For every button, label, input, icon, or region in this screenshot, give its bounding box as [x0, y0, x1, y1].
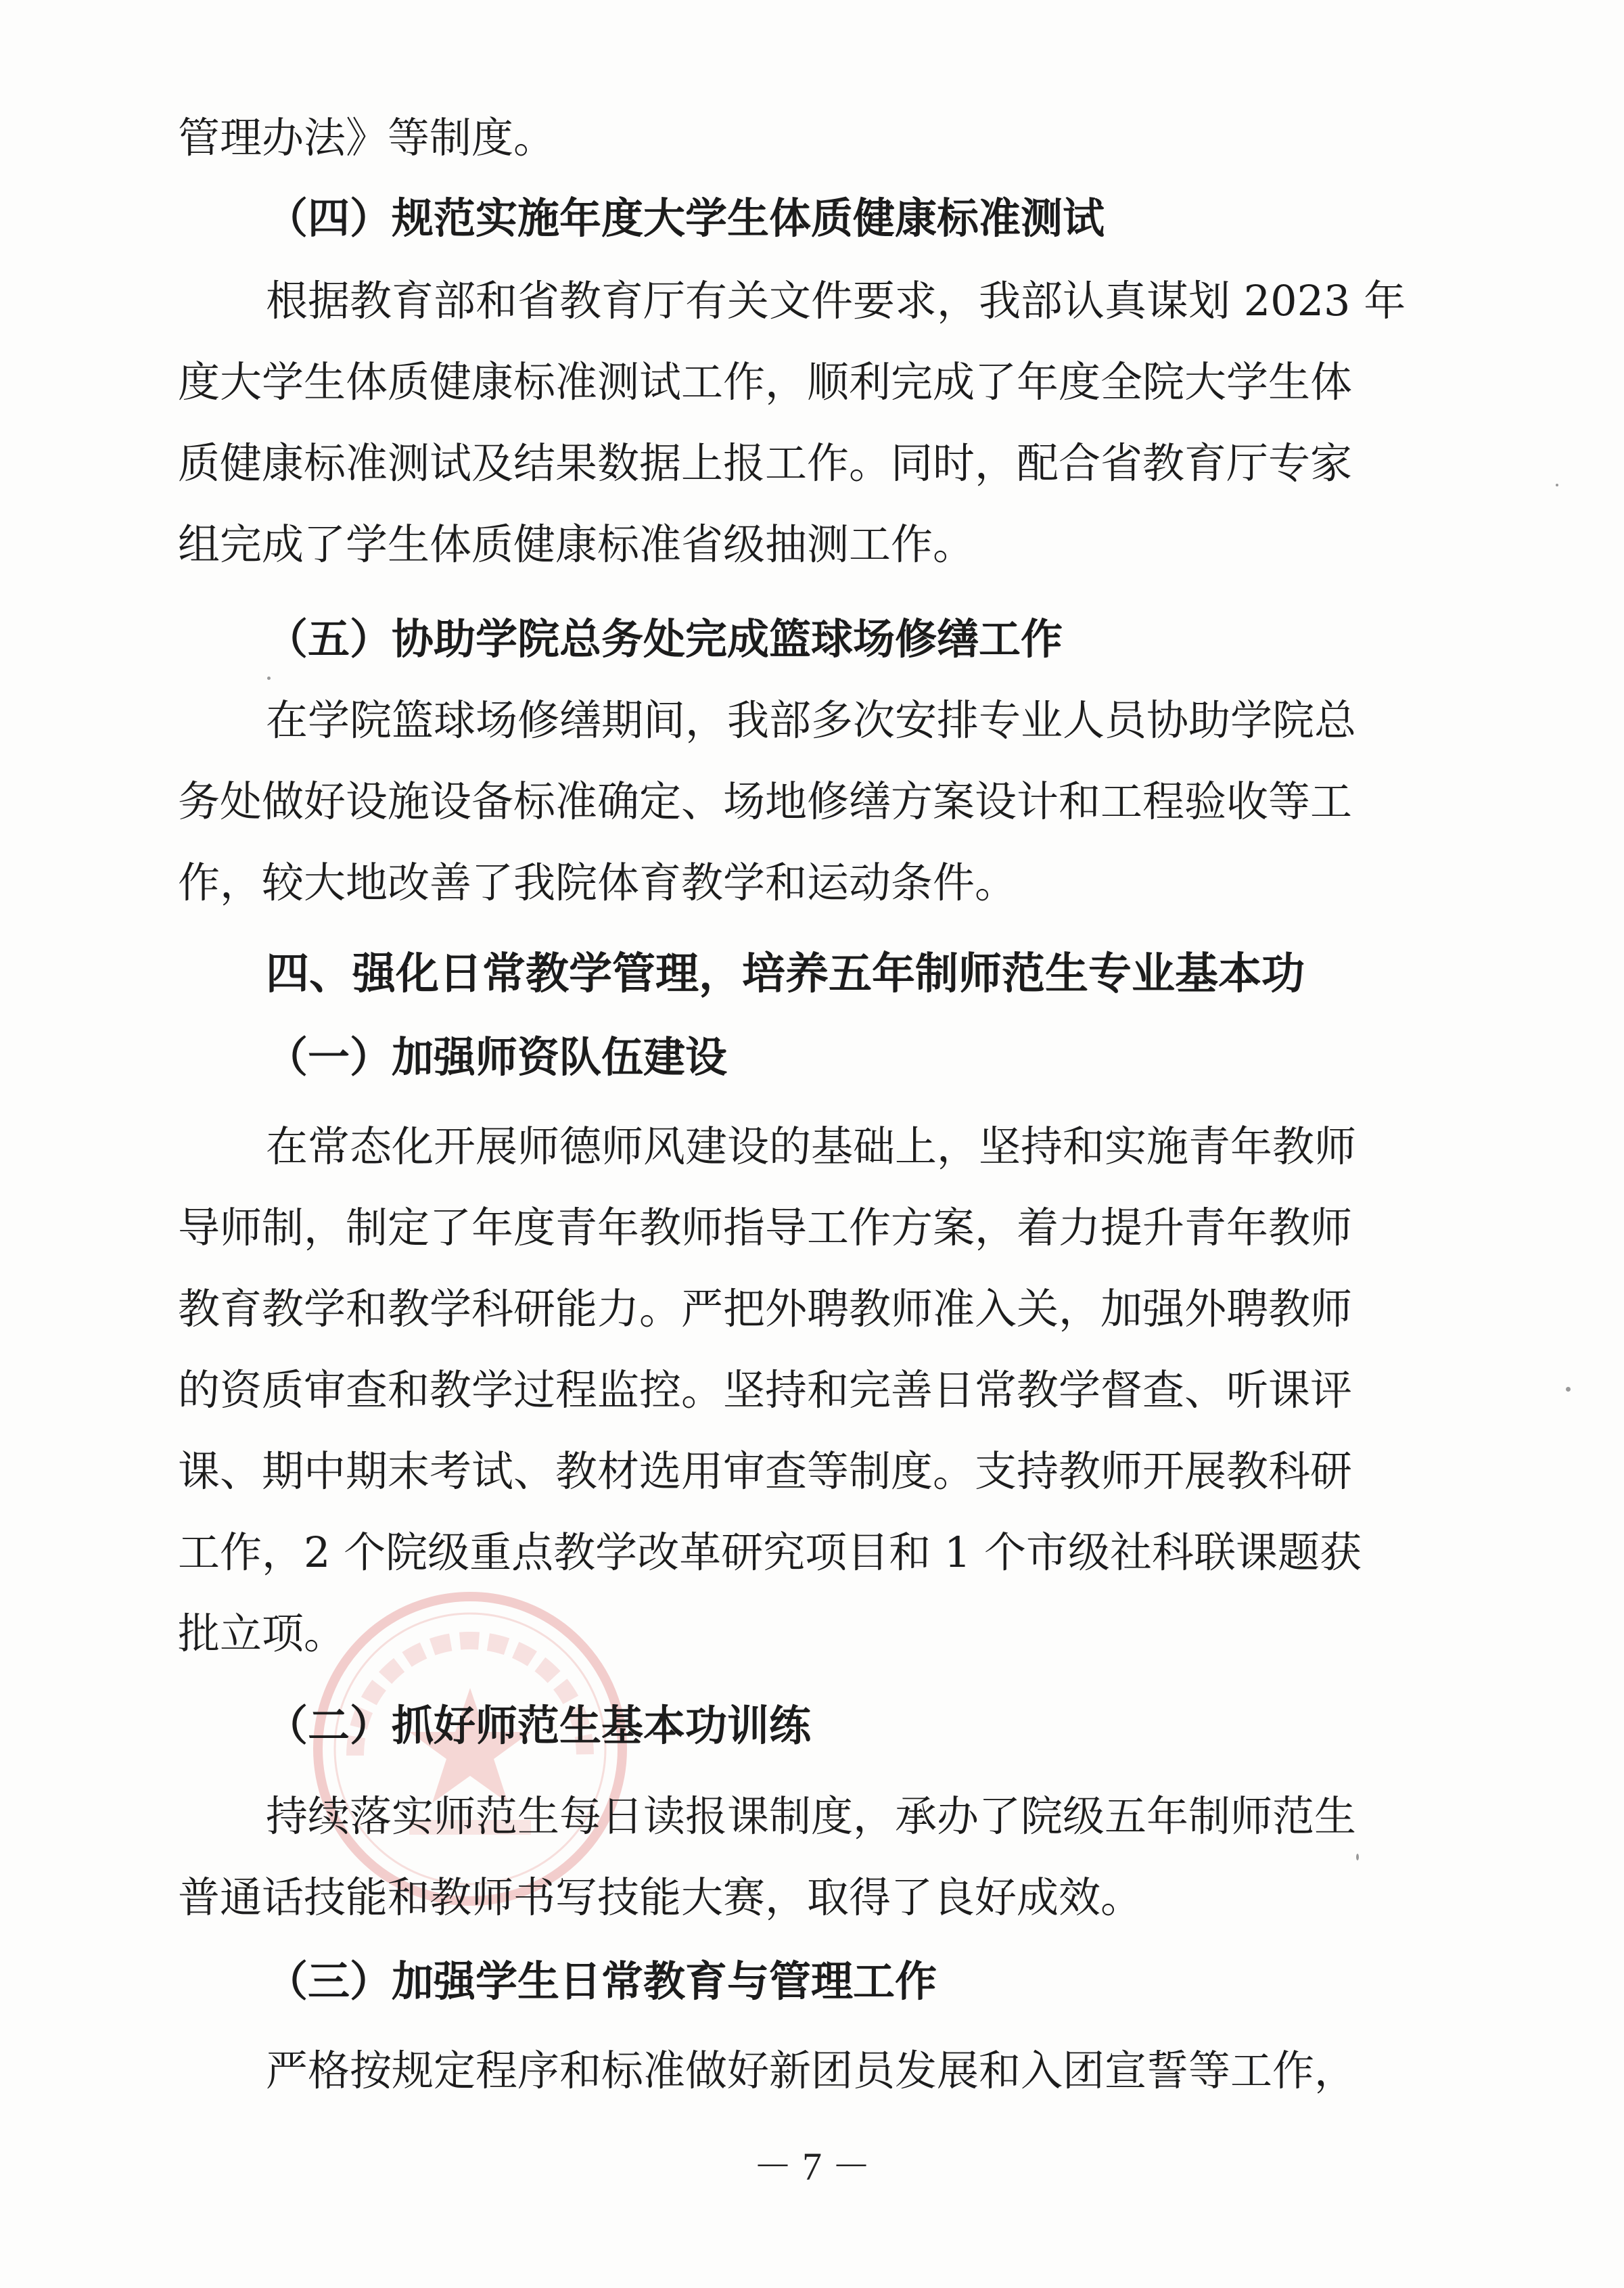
section-heading: 四、强化日常教学管理，培养五年制师范生专业基本功: [266, 949, 1305, 999]
scan-speck: [1556, 484, 1558, 486]
subsection-heading: （二）抓好师范生基本功训练: [266, 1701, 812, 1750]
paragraph-line: 组完成了学生体质健康标准省级抽测工作。: [178, 520, 975, 569]
paragraph-line: 普通话技能和教师书写技能大赛，取得了良好成效。: [178, 1873, 1143, 1922]
paragraph-line: 务处做好设施设备标准确定、场地修缮方案设计和工程验收等工: [178, 777, 1353, 826]
paragraph-line: 根据教育部和省教育厅有关文件要求，我部认真谋划 2023 年: [266, 276, 1406, 325]
subsection-heading: （四）规范实施年度大学生体质健康标准测试: [266, 193, 1105, 243]
paragraph-line: 的资质审查和教学过程监控。坚持和完善日常教学督查、听课评: [178, 1365, 1353, 1415]
paragraph-line: 严格按规定程序和标准做好新团员发展和入团宣誓等工作，: [266, 2046, 1357, 2095]
scan-speck: [267, 677, 271, 680]
paragraph-line: 作，较大地改善了我院体育教学和运动条件。: [178, 858, 1017, 907]
paragraph-line: 质健康标准测试及结果数据上报工作。同时，配合省教育厅专家: [178, 438, 1353, 488]
paragraph-line: 度大学生体质健康标准测试工作，顺利完成了年度全院大学生体: [178, 357, 1353, 407]
body-line: 管理办法》等制度。: [178, 113, 556, 162]
subsection-heading: （五）协助学院总务处完成篮球场修缮工作: [266, 614, 1063, 664]
paragraph-line: 持续落实师范生每日读报课制度，承办了院级五年制师范生: [266, 1791, 1357, 1841]
paragraph-line: 工作，2 个院级重点教学改革研究项目和 1 个市级社科联课题获: [178, 1528, 1362, 1577]
paragraph-line: 批立项。: [178, 1609, 346, 1658]
scan-speck: [1566, 1387, 1571, 1392]
paragraph-line: 在学院篮球场修缮期间，我部多次安排专业人员协助学院总: [266, 695, 1357, 745]
paragraph-line: 在常态化开展师德师风建设的基础上，坚持和实施青年教师: [266, 1122, 1357, 1171]
subsection-heading: （三）加强学生日常教育与管理工作: [266, 1957, 937, 2006]
scan-speck: [1356, 1854, 1359, 1860]
page-number: － 7 －: [753, 2145, 871, 2189]
paragraph-line: 课、期中期末考试、教材选用审查等制度。支持教师开展教科研: [178, 1446, 1353, 1496]
paragraph-line: 导师制，制定了年度青年教师指导工作方案，着力提升青年教师: [178, 1203, 1353, 1252]
paragraph-line: 教育教学和教学科研能力。严把外聘教师准入关，加强外聘教师: [178, 1284, 1353, 1333]
subsection-heading: （一）加强师资队伍建设: [266, 1032, 728, 1082]
